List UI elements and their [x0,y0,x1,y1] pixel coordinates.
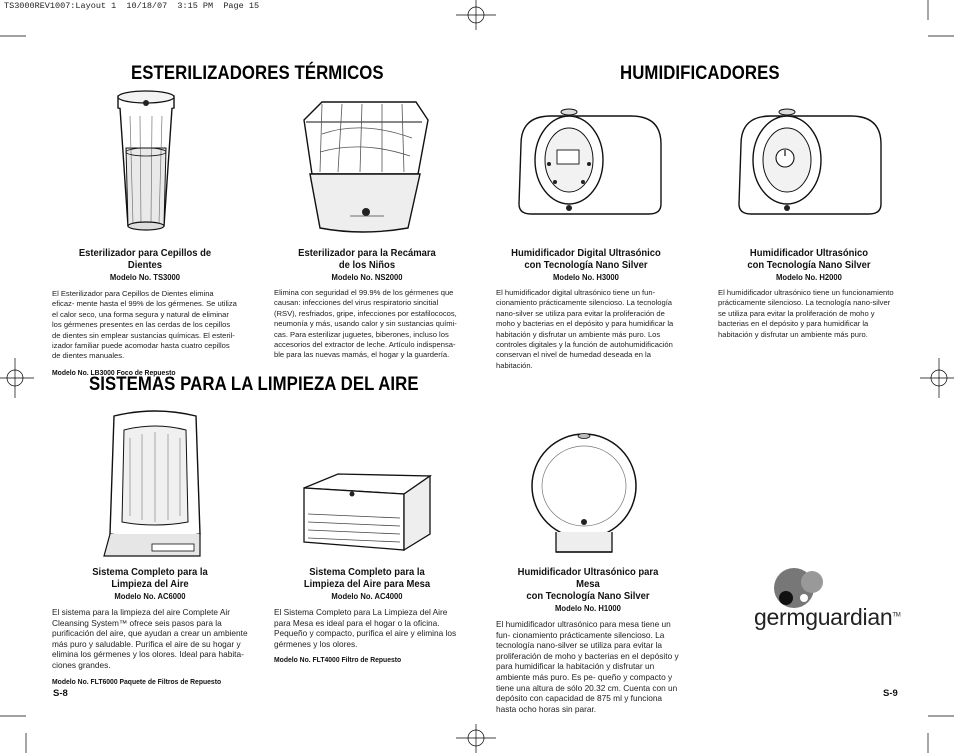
logo-text: germguardian [754,604,893,630]
product-description: El Esterilizador para Cepillos de Dientes elimina eficaz- mente hasta el 99% de los gérmenes. Se utiliza el calor seco, una forma segura y natural de eliminar los gérmenes presentes en las cerdas de los cepillos de dientes sin emplear sustancias químicas. El esteril- izador familiar puede acomodar hasta cuatro cepillos de dientes manuales. [52,289,237,361]
product-h3000 [496,247,676,371]
product-title-line2: Limpieza del Aire para Mesa [303,578,431,590]
product-h2000 [718,247,900,340]
h3000-product-image [511,104,669,218]
h1000-product-image [526,420,642,564]
trademark-mark: TM [892,612,901,619]
ac4000-product-image [294,468,438,564]
product-title-line1: Esterilizador para la Recámara [298,247,436,259]
product-model: Modelo No. NS2000 [331,272,403,282]
germguardian-logo [754,568,901,638]
print-slug: TS3000REV1007:Layout 1 10/18/07 3:15 PM Page 15 [4,1,260,11]
page-number-left: S-8 [53,688,68,699]
ns2000-product-image [292,90,432,236]
product-model: Modelo No. H3000 [553,272,619,282]
product-ac4000 [274,566,460,664]
logo-wordmark [754,604,900,631]
product-title-line1: Sistema Completo para la [92,566,208,578]
h2000-product-image [731,104,889,218]
heading-thermal-sterilizers: ESTERILIZADORES TÉRMICOS [131,62,384,84]
heading-humidifiers: HUMIDIFICADORES [620,62,780,84]
product-ts3000 [52,247,238,377]
ac6000-product-image [100,408,210,564]
product-title-line1: Humidificador Ultrasónico [749,247,869,259]
product-model: Modelo No. H1000 [555,603,621,613]
product-h1000 [496,566,680,714]
product-title-line1: Sistema Completo para la [309,566,425,578]
product-title-line2: con Tecnología Nano Silver [526,590,650,602]
product-model: Modelo No. AC4000 [331,591,403,601]
product-description: El Sistema Completo para La Limpieza del Aire para Mesa es ideal para el hogar o la oficina. Pequeño y compacto, purifica el aire y elimina los gérmenes y los olores. [274,607,457,649]
product-title: Esterilizador para Cepillos de Dientes [78,247,212,271]
product-description: Elimina con seguridad el 99.9% de los gérmenes que causan: infecciones del virus respiratorio sincitial (RSV), resfriados, gripe, infecciones por estafilococos, neumonía y más, usando calor y sin sustancias quími- cas. Para esterilizar juguetes, biberones, incluso los accesorios del extractor de leche. Artículo indispensa- ble para las nuevas mamás, el hogar y la guardería. [274,288,457,360]
page-number-right: S-9 [883,688,898,699]
product-ac6000 [52,566,248,686]
product-description: El sistema para la limpieza del aire Complete Air Cleansing System™ ofrece seis pasos para la purificación del aire, que ayudan a crear un ambiente más puro y saludable. Purifica el aire de su hogar y elimina los gérmenes y los olores. Ideal para habita- ciones grandes. [52,607,248,670]
product-title-line1: Humidificador Ultrasónico para Mesa [517,566,659,590]
product-model: Modelo No. TS3000 [109,272,181,282]
replacement-note: Modelo No. LB3000 Foco de Repuesto [52,367,176,377]
product-description: El humidificador digital ultrasónico tiene un fun- cionamiento prácticamente silencioso. La tecnología nano-silver se utiliza para evitar la proliferación de moho y bacterias en el depósito y para humidificar la habitación y disfrutar un ambiente más puro. Los controles digitales y la función de autohumidificación conservan el nivel de humedad deseada en la habitación. [496,288,674,370]
product-title-line2: con Tecnología Nano Silver [747,259,871,271]
product-model: Modelo No. AC6000 [114,591,186,601]
product-ns2000 [274,247,460,361]
ts3000-product-image [108,86,184,236]
product-title-line1: Humidificador Digital Ultrasónico [511,247,661,259]
product-title-line2: con Tecnología Nano Silver [524,259,648,271]
product-title-line2: de los Niños [338,259,396,271]
product-model: Modelo No. H2000 [776,272,842,282]
heading-air-cleaning-systems: SISTEMAS PARA LA LIMPIEZA DEL AIRE [89,373,419,395]
product-description: El humidificador ultrasónico tiene un funcionamiento prácticamente silencioso. La tecnología nano-silver se utiliza para evitar la proliferación de moho y bacterias en el depósito y para humidificar la habitación y disfrutar un ambiente más puro. [718,288,894,339]
product-title-line2: Limpieza del Aire [111,578,189,590]
replacement-note: Modelo No. FLT6000 Paquete de Filtros de Repuesto [52,676,222,686]
replacement-note: Modelo No. FLT4000 Filtro de Repuesto [274,655,402,665]
product-description: El humidificador ultrasónico para mesa tiene un fun- cionamiento prácticamente silencioso. La tecnología nano-silver se utiliza para evitar la proliferación de moho y bacterias en el depósito y para humidificar la habitación y disfrutar un ambiente más puro. Es pe- queño y compacto y tiene una altura de sólo 20.32 cm. Cuenta con un depósito con capacidad de 875 ml y funciona hasta ocho horas sin parar. [496,619,679,714]
